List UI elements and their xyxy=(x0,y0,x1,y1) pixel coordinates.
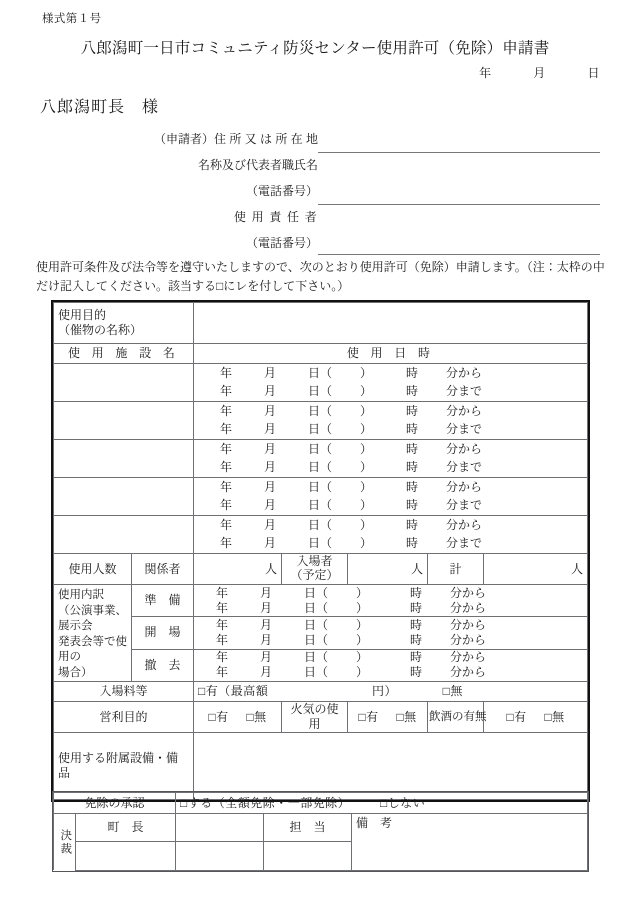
opening-label: 開 場 xyxy=(132,617,194,649)
minute-to-label: 分まで xyxy=(446,535,483,550)
equipment-row xyxy=(54,733,588,800)
admission-fee-label: 入場料等 xyxy=(54,682,194,702)
month-label: 月 xyxy=(260,632,273,647)
date-month-label: 月 xyxy=(533,66,546,80)
exemption-approval-row xyxy=(54,793,588,814)
day-label: 日（ xyxy=(304,585,329,600)
form-number: 様式第１号 xyxy=(42,13,102,25)
day-label: 日（ xyxy=(308,535,333,550)
flags-row xyxy=(54,702,588,733)
commercial-yes-checkbox[interactable]: □有 xyxy=(208,709,229,724)
month-label: 月 xyxy=(264,479,277,494)
month-label: 月 xyxy=(260,600,273,615)
paren-close: ） xyxy=(360,403,373,418)
paren-close: ） xyxy=(360,441,373,456)
facility-datetime-cell[interactable] xyxy=(194,402,588,440)
exemption-approval-options[interactable] xyxy=(176,793,588,814)
removal-line-2[interactable] xyxy=(198,665,583,680)
paren-close: ） xyxy=(360,497,373,512)
facility-datetime-cell[interactable] xyxy=(194,478,588,516)
document-title: 八郎潟町一日市コミュニティ防災センター使用許可（免除）申請書 xyxy=(80,40,550,57)
visitors-unit: 人 xyxy=(411,561,424,576)
hour-label: 時 xyxy=(406,383,419,398)
applicant-name-label: 名称及び代表者職氏名 xyxy=(197,158,318,172)
facility-name-input[interactable] xyxy=(54,364,194,402)
month-label: 月 xyxy=(264,421,277,436)
paren-close: ） xyxy=(360,535,373,550)
month-label: 月 xyxy=(264,365,277,380)
fire-use-no-checkbox[interactable]: □無 xyxy=(396,709,417,724)
minute-from-label: 分から xyxy=(450,600,487,615)
hour-label: 時 xyxy=(410,585,423,600)
year-label: 年 xyxy=(220,383,233,398)
month-label: 月 xyxy=(260,617,273,632)
year-label: 年 xyxy=(220,365,233,380)
applicant-address-label: （申請者）住 所 又 は 所 在 地 xyxy=(153,132,318,146)
day-label: 日（ xyxy=(304,650,329,665)
paren-close: ） xyxy=(360,421,373,436)
paren-close: ） xyxy=(356,665,369,680)
date-year-label: 年 xyxy=(479,66,492,80)
datetime-to-line[interactable] xyxy=(198,421,583,439)
manager-row xyxy=(40,208,600,234)
day-label: 日（ xyxy=(304,617,329,632)
alcohol-no-checkbox[interactable]: □無 xyxy=(544,709,565,724)
opening-line-1[interactable] xyxy=(198,618,583,633)
month-label: 月 xyxy=(260,585,273,600)
hour-label: 時 xyxy=(406,365,419,380)
instruction-text: 使用許可条件及び法令等を遵守いたしますので、次のとおり使用許可（免除）申請します。（注：太枠の中だけ記入してください。該当する□にレを付して下さい。） xyxy=(36,260,605,293)
minute-to-label: 分まで xyxy=(446,421,483,436)
paren-close: ） xyxy=(360,365,373,380)
minute-from-label: 分から xyxy=(446,441,483,456)
hour-label: 時 xyxy=(410,665,423,680)
year-label: 年 xyxy=(216,585,229,600)
total-value[interactable] xyxy=(484,554,588,585)
applicant-name-row xyxy=(40,156,600,182)
day-label: 日（ xyxy=(308,365,333,380)
paren-close: ） xyxy=(360,459,373,474)
fire-use-yes-checkbox[interactable]: □有 xyxy=(358,709,379,724)
date-day-label: 日 xyxy=(587,66,600,80)
facility-datetime-cell[interactable] xyxy=(194,364,588,402)
attendance-row xyxy=(54,554,588,585)
day-label: 日（ xyxy=(304,600,329,615)
facility-name-input[interactable] xyxy=(54,440,194,478)
equipment-value[interactable] xyxy=(194,733,588,800)
opening-line-2[interactable] xyxy=(198,633,583,648)
breakdown-label-line3: 発表会等で使用の xyxy=(58,635,127,663)
day-label: 日（ xyxy=(304,665,329,680)
day-label: 日（ xyxy=(308,441,333,456)
approval-header-row xyxy=(54,814,588,842)
minute-from-label: 分から xyxy=(450,650,487,665)
mayor-signature-field[interactable] xyxy=(76,842,176,870)
month-label: 月 xyxy=(264,535,277,550)
preparation-line-2[interactable] xyxy=(198,601,583,616)
minute-from-label: 分から xyxy=(446,365,483,380)
month-label: 月 xyxy=(260,665,273,680)
month-label: 月 xyxy=(264,441,277,456)
fire-use-label: 火気の使用 xyxy=(282,702,348,733)
purpose-row xyxy=(54,303,588,344)
breakdown-row-removal xyxy=(54,649,588,681)
equipment-label: 使用する附属設備・備品 xyxy=(54,733,194,800)
visitors-label-line2: （予定） xyxy=(290,568,339,582)
year-label: 年 xyxy=(216,600,229,615)
datetime-to-line[interactable] xyxy=(198,459,583,477)
remarks-label: 備 考 xyxy=(356,816,393,830)
paren-close: ） xyxy=(360,383,373,398)
day-label: 日（ xyxy=(308,479,333,494)
related-persons-value[interactable] xyxy=(194,554,282,585)
datetime-from-line[interactable] xyxy=(198,479,583,497)
year-label: 年 xyxy=(216,617,229,632)
day-label: 日（ xyxy=(308,497,333,512)
commercial-purpose-label: 営利目的 xyxy=(54,702,194,733)
commercial-no-checkbox[interactable]: □無 xyxy=(246,709,267,724)
visitors-value[interactable] xyxy=(348,554,428,585)
day-label: 日（ xyxy=(304,632,329,647)
admission-fee-yes-checkbox[interactable]: □有（最高額 xyxy=(198,684,269,698)
year-label: 年 xyxy=(216,632,229,647)
month-label: 月 xyxy=(260,650,273,665)
alcohol-options[interactable] xyxy=(484,702,588,733)
datetime-to-line[interactable] xyxy=(198,383,583,401)
facility-name-header: 使 用 施 設 名 xyxy=(54,344,194,364)
month-label: 月 xyxy=(264,459,277,474)
month-label: 月 xyxy=(264,497,277,512)
month-label: 月 xyxy=(264,403,277,418)
visitors-label xyxy=(282,554,348,585)
applicant-phone-row-2 xyxy=(40,234,600,260)
facility-name-input[interactable] xyxy=(54,478,194,516)
approval-table xyxy=(53,792,588,871)
minute-to-label: 分まで xyxy=(446,497,483,512)
blank-column-label xyxy=(176,814,264,842)
datetime-from-line[interactable] xyxy=(198,403,583,421)
blank-signature-field[interactable] xyxy=(176,842,264,870)
remarks-cell[interactable] xyxy=(352,814,588,871)
facility-row xyxy=(54,402,588,440)
facility-row xyxy=(54,440,588,478)
breakdown-row-opening xyxy=(54,617,588,649)
facility-name-input[interactable] xyxy=(54,516,194,554)
breakdown-label-line1: 使用内訳 xyxy=(58,589,104,601)
hour-label: 時 xyxy=(406,517,419,532)
year-label: 年 xyxy=(220,459,233,474)
breakdown-label-cell xyxy=(54,585,132,682)
paren-close: ） xyxy=(356,617,369,632)
breakdown-label-line2: （公演事業、展示会 xyxy=(58,604,127,632)
year-label: 年 xyxy=(216,665,229,680)
exemption-yes-checkbox[interactable]: □する（全額免除・一部免除） xyxy=(180,795,351,810)
manager-rule[interactable] xyxy=(318,254,600,255)
minute-from-label: 分から xyxy=(446,403,483,418)
exemption-no-checkbox[interactable]: □しない xyxy=(379,795,426,810)
decision-label: 決裁 xyxy=(59,828,72,856)
datetime-from-line[interactable] xyxy=(198,365,583,383)
staff-signature-field[interactable] xyxy=(264,842,352,870)
paren-close: ） xyxy=(356,585,369,600)
purpose-label-line2: （催物の名称） xyxy=(58,323,143,337)
year-label: 年 xyxy=(220,403,233,418)
purpose-label-cell xyxy=(54,303,194,344)
related-persons-label: 関係者 xyxy=(132,554,194,585)
attendance-label: 使用人数 xyxy=(54,554,132,585)
breakdown-row-preparation xyxy=(54,585,588,617)
application-main-table xyxy=(53,302,588,800)
paren-close: ） xyxy=(356,632,369,647)
hour-label: 時 xyxy=(406,441,419,456)
year-label: 年 xyxy=(220,479,233,494)
hour-label: 時 xyxy=(410,632,423,647)
alcohol-label: 飲酒の有無 xyxy=(428,702,484,733)
admission-fee-options[interactable] xyxy=(194,682,588,702)
hour-label: 時 xyxy=(406,459,419,474)
admission-fee-no-checkbox[interactable]: □無 xyxy=(442,684,463,698)
minute-to-label: 分まで xyxy=(446,459,483,474)
facility-datetime-cell[interactable] xyxy=(194,516,588,554)
manager-label: 使 用 責 任 者 xyxy=(233,210,318,224)
applicant-phone-label-1: （電話番号） xyxy=(245,184,318,198)
addressee: 八郎潟町長 様 xyxy=(40,99,160,116)
facility-header-row xyxy=(54,344,588,364)
datetime-to-line[interactable] xyxy=(198,535,583,553)
hour-label: 時 xyxy=(406,403,419,418)
total-label: 計 xyxy=(428,554,484,585)
minute-from-label: 分から xyxy=(450,585,487,600)
hour-label: 時 xyxy=(406,421,419,436)
day-label: 日（ xyxy=(308,421,333,436)
paren-close: ） xyxy=(360,479,373,494)
year-label: 年 xyxy=(220,497,233,512)
paren-close: ） xyxy=(356,600,369,615)
paren-close: ） xyxy=(360,517,373,532)
hour-label: 時 xyxy=(410,650,423,665)
day-label: 日（ xyxy=(308,517,333,532)
staff-label: 担 当 xyxy=(264,814,352,842)
month-label: 月 xyxy=(264,517,277,532)
paren-close: ） xyxy=(356,650,369,665)
minute-from-label: 分から xyxy=(450,665,487,680)
purpose-value-cell[interactable] xyxy=(194,303,588,344)
decision-label-cell xyxy=(54,814,76,871)
day-label: 日（ xyxy=(308,403,333,418)
facility-row xyxy=(54,364,588,402)
applicant-phone-label-2: （電話番号） xyxy=(245,236,318,250)
hour-label: 時 xyxy=(410,617,423,632)
total-unit: 人 xyxy=(571,561,584,576)
day-label: 日（ xyxy=(308,383,333,398)
facility-row xyxy=(54,478,588,516)
breakdown-label-line4: 場合） xyxy=(58,666,93,679)
removal-label: 撤 去 xyxy=(132,649,194,681)
alcohol-yes-checkbox[interactable]: □有 xyxy=(506,709,527,724)
day-label: 日（ xyxy=(308,459,333,474)
datetime-from-line[interactable] xyxy=(198,441,583,459)
minute-from-label: 分から xyxy=(446,517,483,532)
applicant-address-rule[interactable] xyxy=(318,152,600,153)
year-label: 年 xyxy=(220,421,233,436)
facility-datetime-cell[interactable] xyxy=(194,440,588,478)
hour-label: 時 xyxy=(406,479,419,494)
minute-from-label: 分から xyxy=(446,479,483,494)
facility-row xyxy=(54,516,588,554)
preparation-line-1[interactable] xyxy=(198,586,583,601)
visitors-label-line1: 入場者 xyxy=(296,554,333,569)
year-label: 年 xyxy=(220,441,233,456)
datetime-to-line[interactable] xyxy=(198,497,583,515)
admission-fee-yen-label: 円） xyxy=(371,684,397,698)
year-label: 年 xyxy=(216,650,229,665)
removal-datetime-cell[interactable] xyxy=(194,649,588,681)
mayor-label: 町 長 xyxy=(76,814,176,842)
exemption-approval-label: 免除の承認 xyxy=(54,793,176,814)
hour-label: 時 xyxy=(406,497,419,512)
applicant-name-rule[interactable] xyxy=(318,204,600,205)
preparation-datetime-cell[interactable] xyxy=(194,585,588,617)
purpose-label-line1: 使用目的 xyxy=(58,308,107,322)
admission-fee-row xyxy=(54,682,588,702)
year-label: 年 xyxy=(220,517,233,532)
fire-use-options[interactable] xyxy=(348,702,428,733)
submission-date-line xyxy=(479,64,600,81)
preparation-label: 準 備 xyxy=(132,585,194,617)
related-persons-unit: 人 xyxy=(265,561,278,576)
datetime-from-line[interactable] xyxy=(198,517,583,535)
commercial-purpose-options[interactable] xyxy=(194,702,282,733)
minute-to-label: 分まで xyxy=(446,383,483,398)
minute-from-label: 分から xyxy=(450,617,487,632)
removal-line-1[interactable] xyxy=(198,650,583,665)
year-label: 年 xyxy=(220,535,233,550)
hour-label: 時 xyxy=(406,535,419,550)
minute-from-label: 分から xyxy=(450,632,487,647)
month-label: 月 xyxy=(264,383,277,398)
facility-name-input[interactable] xyxy=(54,402,194,440)
datetime-header: 使 用 日 時 xyxy=(194,344,588,364)
hour-label: 時 xyxy=(410,600,423,615)
opening-datetime-cell[interactable] xyxy=(194,617,588,649)
